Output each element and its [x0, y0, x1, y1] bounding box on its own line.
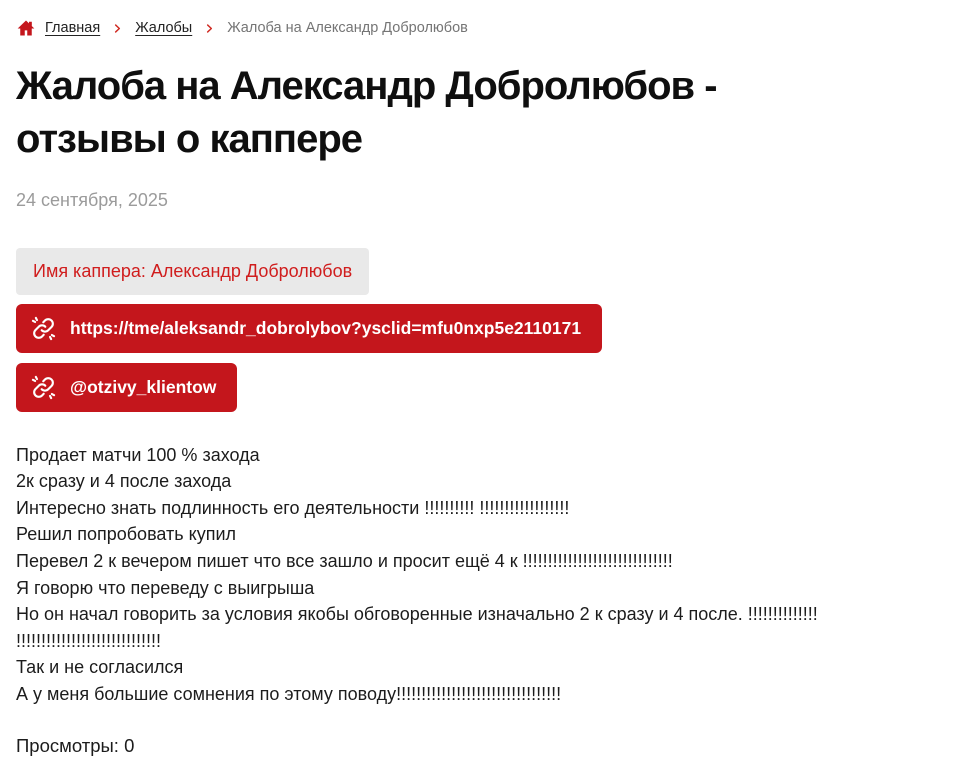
complaint-line: Я говорю что переведу с выигрыша: [16, 577, 315, 598]
home-icon[interactable]: [16, 18, 36, 38]
breadcrumb-link-home[interactable]: Главная: [45, 20, 101, 36]
complaint-line: 2к сразу и 4 после захода: [16, 471, 232, 492]
channel-handle-button[interactable]: [16, 363, 237, 412]
chevron-right-icon: [204, 22, 215, 35]
complaint-text: [16, 442, 946, 708]
complaint-line: Решил попробовать купил: [16, 524, 237, 545]
telegram-url-label: https://tme/aleksandr_dobrolybov?ysclid=mfu0nxp5e2110171: [70, 317, 582, 338]
complaint-line: А у меня большие сомнения по этому поводу!!!!!!!!!!!!!!!!!!!!!!!!!!!!!!!!!: [16, 683, 562, 704]
capper-name-badge: Имя каппера: Александр Добролюбов: [16, 248, 369, 295]
publish-date: 24 сентября, 2025: [16, 189, 168, 210]
complaint-line: !!!!!!!!!!!!!!!!!!!!!!!!!!!!!: [16, 630, 162, 651]
chevron-right-icon: [112, 22, 123, 35]
breadcrumb: [16, 18, 946, 38]
broken-link-icon: [30, 315, 57, 342]
broken-link-icon: [30, 374, 57, 401]
breadcrumb-current: Жалоба на Александр Добролюбов: [227, 20, 468, 36]
complaint-line: Продает матчи 100 % захода: [16, 444, 260, 465]
complaint-line: Перевел 2 к вечером пишет что все зашло и просит ещё 4 к !!!!!!!!!!!!!!!!!!!!!!!!!!!!!!: [16, 550, 673, 571]
telegram-url-button[interactable]: [16, 304, 602, 353]
breadcrumb-link-complaints[interactable]: Жалобы: [135, 20, 193, 36]
complaint-line: Но он начал говорить за условия якобы обговоренные изначально 2 к сразу и 4 после. !!!!!!!!!!!!!!: [16, 604, 818, 625]
link-buttons: [16, 304, 946, 412]
page-title: Жалоба на Александр Добролюбов - отзывы о каппере: [16, 64, 717, 161]
complaint-line: Интересно знать подлинность его деятельности !!!!!!!!!! !!!!!!!!!!!!!!!!!!: [16, 497, 570, 518]
complaint-line: Так и не согласился: [16, 657, 184, 678]
channel-handle-label: @otzivy_klientow: [70, 376, 217, 397]
views-counter: Просмотры: 0: [16, 734, 135, 756]
